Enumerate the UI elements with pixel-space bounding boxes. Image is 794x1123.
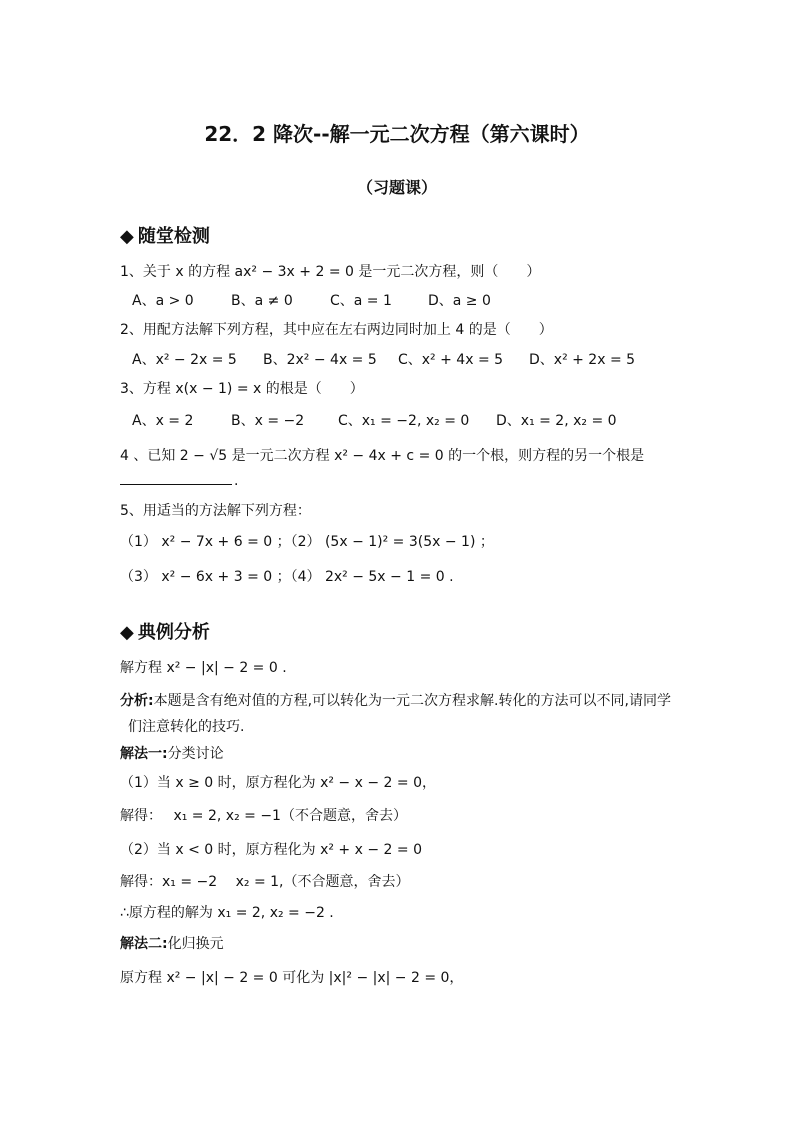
page-title: 22．2 降次--解一元二次方程（第六课时） (204, 122, 590, 146)
question-3-option-d: D、x₁ = 2, x₂ = 0 (496, 413, 617, 429)
page-subtitle: （习题课） (356, 178, 437, 197)
conclusion: ∴原方程的解为 x₁ = 2, x₂ = −2 . (120, 905, 334, 921)
method-1-heading (120, 743, 224, 763)
analysis-label: 分析: (120, 693, 154, 709)
section-heading-example-label: 典例分析 (137, 622, 210, 643)
solve-2: 解得：x₁ = −2 x₂ = 1,（不合题意，舍去） (120, 874, 410, 890)
question-5-row-1: （1） x² − 7x + 6 = 0 ；（2） (5x − 1)² = 3(5x − 1) ； (120, 534, 494, 550)
method-1-label: 解法一: (120, 746, 168, 762)
question-5-stem: 5、用适当的方法解下列方程： (120, 503, 311, 519)
question-1-option-b: B、a ≠ 0 (231, 293, 293, 309)
example-problem: 解方程 x² − |x| − 2 = 0 . (120, 660, 287, 676)
question-2-stem: 2、用配方法解下列方程，其中应在左右两边同时加上 4 的是（ ） (120, 322, 553, 338)
question-1-option-a: A、a > 0 (132, 293, 194, 309)
analysis-line-2: 们注意转化的技巧. (128, 719, 245, 735)
case-1: （1）当 x ≥ 0 时，原方程化为 x² − x − 2 = 0， (120, 775, 436, 791)
diamond-icon: ◆ (120, 622, 134, 643)
analysis-line-1 (120, 690, 671, 710)
question-3-option-b: B、x = −2 (231, 413, 305, 429)
question-1-option-d: D、a ≥ 0 (428, 293, 491, 309)
question-3-option-a: A、x = 2 (132, 413, 194, 429)
transform-line: 原方程 x² − |x| − 2 = 0 可化为 |x|² − |x| − 2 = 0， (120, 970, 464, 986)
question-2-option-d: D、x² + 2x = 5 (529, 352, 636, 368)
question-2-option-c: C、x² + 4x = 5 (398, 352, 504, 368)
method-2-label: 解法二: (120, 936, 168, 952)
question-5-row-2: （3） x² − 6x + 3 = 0 ；（4） 2x² − 5x − 1 = 0 . (120, 569, 454, 585)
question-1-option-c: C、a = 1 (330, 293, 392, 309)
diamond-icon: ◆ (120, 226, 134, 247)
answer-blank[interactable] (120, 483, 232, 485)
method-2-name: 化归换元 (167, 936, 224, 952)
question-4-answer-line (120, 473, 238, 489)
question-4-stem: 4 、已知 2 − √5 是一元二次方程 x² − 4x + c = 0 的一个根，则方程的另一个根是 (120, 448, 645, 464)
solve-1: 解得： x₁ = 2, x₂ = −1（不合题意，舍去） (120, 808, 407, 824)
method-2-heading (120, 933, 224, 953)
method-1-name: 分类讨论 (167, 746, 224, 762)
question-3-option-c: C、x₁ = −2, x₂ = 0 (338, 413, 470, 429)
question-2-option-a: A、x² − 2x = 5 (132, 352, 237, 368)
case-2: （2）当 x < 0 时，原方程化为 x² + x − 2 = 0 (120, 842, 422, 858)
section-heading-example (120, 618, 210, 644)
question-2-option-b: B、2x² − 4x = 5 (263, 352, 377, 368)
question-3-stem: 3、方程 x(x − 1) = x 的根是（ ） (120, 381, 364, 397)
question-4-end: . (234, 473, 239, 489)
question-1-stem: 1、关于 x 的方程 ax² − 3x + 2 = 0 是一元二次方程，则（ ） (120, 264, 541, 280)
section-heading-quiz-label: 随堂检测 (137, 226, 210, 247)
section-heading-quiz (120, 222, 210, 248)
analysis-text-1: 本题是含有绝对值的方程,可以转化为一元二次方程求解.转化的方法可以不同,请同学 (153, 693, 671, 709)
